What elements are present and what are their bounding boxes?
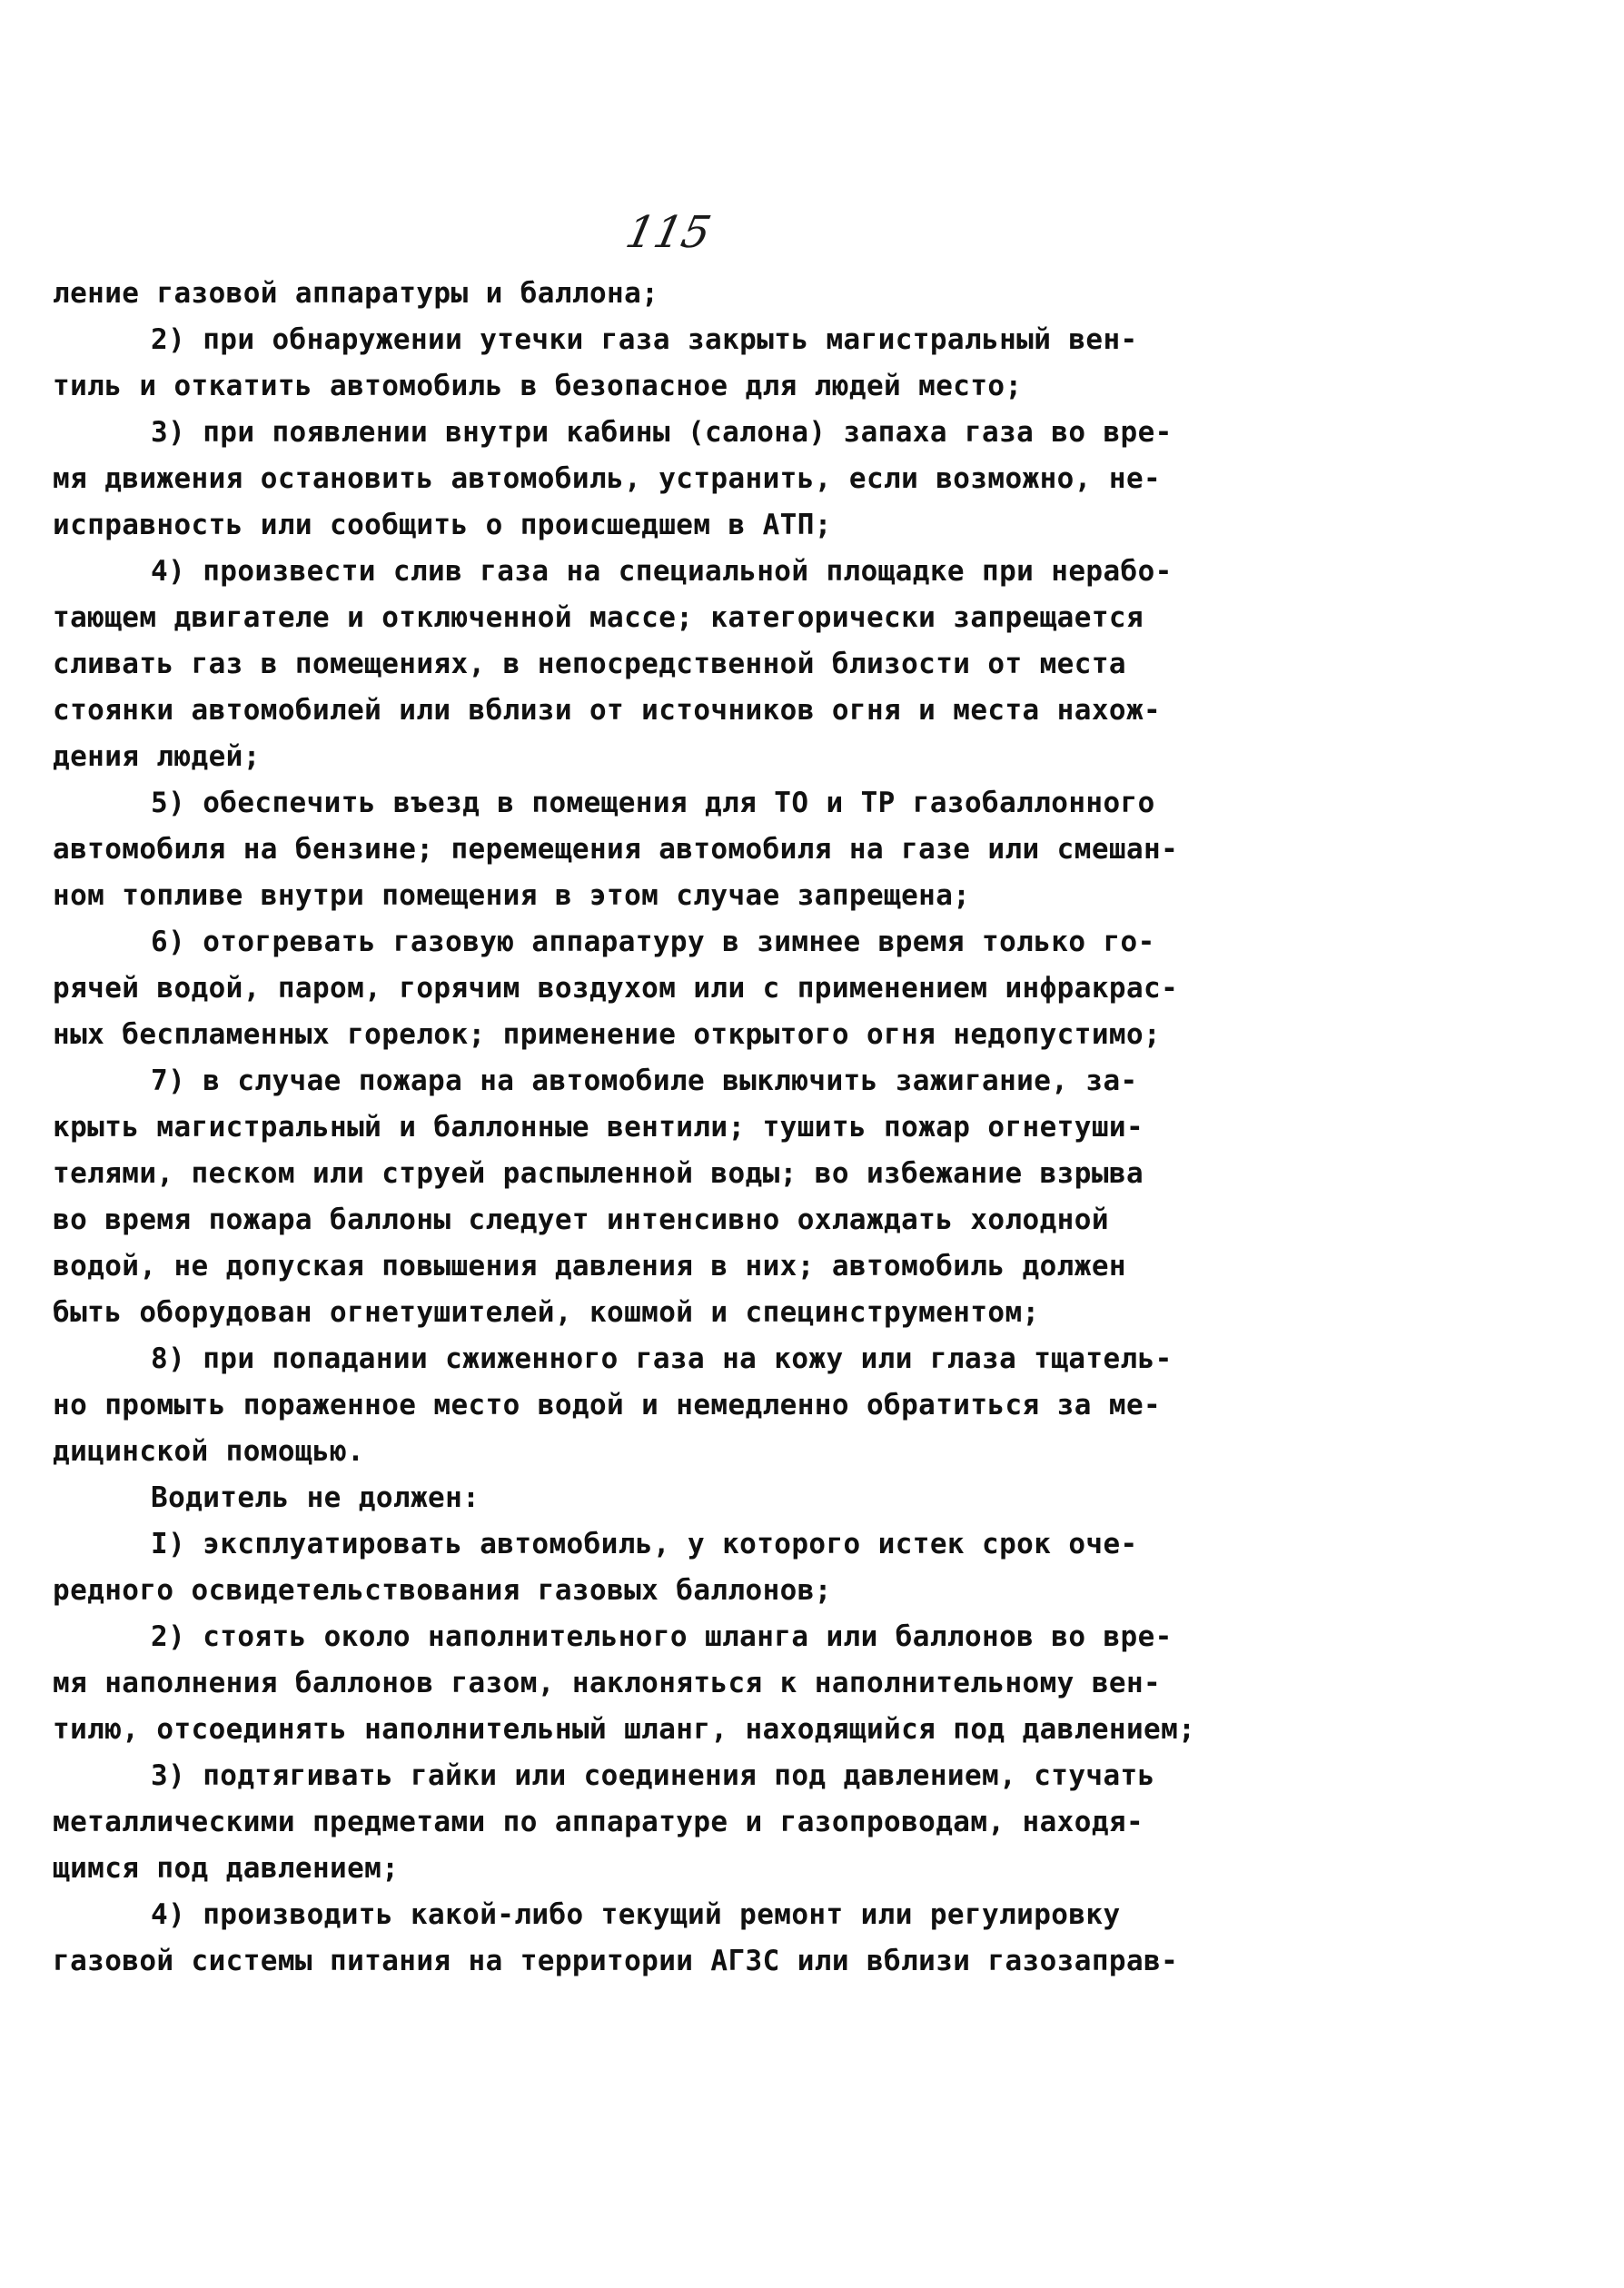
text-line: 2) при обнаружении утечки газа закрыть магистральный вен- — [151, 323, 1138, 356]
text-line: автомобиля на бензине; перемещения автомобиля на газе или смешан- — [53, 833, 1179, 866]
text-line: исправность или сообщить о происшедшем в АТП; — [53, 509, 832, 541]
page-number: 115 — [621, 207, 716, 258]
text-line: ных беспламенных горелок; применение открытого огня недопустимо; — [53, 1018, 1162, 1051]
text-line: крыть магистральный и баллонные вентили; тушить пожар огнетуши- — [53, 1111, 1144, 1144]
text-line: газовой системы питания на территории АГЗС или вблизи газозаправ- — [53, 1945, 1179, 1977]
text-line: 3) при появлении внутри кабины (салона) запаха газа во вре- — [151, 416, 1173, 449]
text-line: тилю, отсоединять наполнительный шланг, находящийся под давлением; — [53, 1713, 1196, 1746]
document-body — [53, 271, 1333, 1985]
text-line: 4) произвести слив газа на специальной площадке при нерабо- — [151, 555, 1173, 588]
text-line: дения людей; — [53, 740, 261, 773]
text-line: металлическими предметами по аппаратуре и газопроводам, находя- — [53, 1806, 1144, 1838]
text-line: щимся под давлением; — [53, 1852, 400, 1885]
text-line: мя движения остановить автомобиль, устранить, если возможно, не- — [53, 462, 1162, 495]
text-line: редного освидетельствования газовых баллонов; — [53, 1574, 832, 1607]
text-line: тиль и откатить автомобиль в безопасное для людей место; — [53, 370, 1023, 402]
text-line: 7) в случае пожара на автомобиле выключить зажигание, за- — [151, 1065, 1138, 1097]
text-line: тающем двигателе и отключенной массе; категорически запрещается — [53, 601, 1144, 634]
text-line: 4) производить какой-либо текущий ремонт или регулировку — [151, 1898, 1121, 1931]
text-line: 2) стоять около наполнительного шланга или баллонов во вре- — [151, 1620, 1173, 1653]
text-line: 6) отогревать газовую аппаратуру в зимнее время только го- — [151, 926, 1155, 958]
text-line: водой, не допуская повышения давления в них; автомобиль должен — [53, 1250, 1126, 1283]
text-line: мя наполнения баллонов газом, наклоняться к наполнительному вен- — [53, 1667, 1162, 1699]
text-line: во время пожара баллоны следует интенсивно охлаждать холодной — [53, 1203, 1109, 1236]
text-line: 5) обеспечить въезд в помещения для ТО и ТР газобаллонного — [151, 787, 1155, 819]
text-line: Водитель не должен: — [151, 1481, 480, 1514]
text-line: ление газовой аппаратуры и баллона; — [53, 277, 659, 310]
text-line: рячей водой, паром, горячим воздухом или с применением инфракрас- — [53, 972, 1179, 1005]
text-line: дицинской помощью. — [53, 1435, 365, 1468]
text-line: сливать газ в помещениях, в непосредственной близости от места — [53, 648, 1126, 680]
text-line: ном топливе внутри помещения в этом случае запрещена; — [53, 879, 971, 912]
text-line: стоянки автомобилей или вблизи от источников огня и места нахож- — [53, 694, 1162, 727]
text-line: I) эксплуатировать автомобиль, у которого истек срок оче- — [151, 1528, 1138, 1560]
text-line: 8) при попадании сжиженного газа на кожу или глаза тщатель- — [151, 1342, 1173, 1375]
text-line: быть оборудован огнетушителей, кошмой и специнструментом; — [53, 1296, 1040, 1329]
text-line: но промыть пораженное место водой и немедленно обратиться за ме- — [53, 1389, 1162, 1421]
text-line: телями, песком или струей распыленной воды; во избежание взрыва — [53, 1157, 1144, 1190]
text-line: 3) подтягивать гайки или соединения под давлением, стучать — [151, 1759, 1155, 1792]
